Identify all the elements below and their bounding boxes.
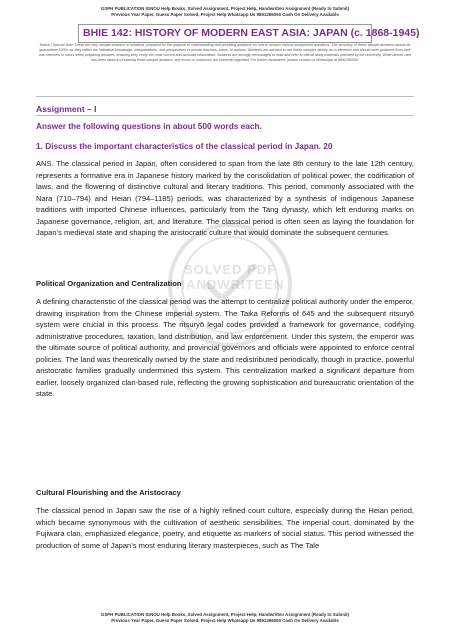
divider-assignment: [36, 115, 414, 116]
header-line-2: Previous Year Paper, Guess Paper Solved, Project Help Whatsapp Us 9891286050 Cash On Delivery Available: [111, 12, 339, 17]
watermark-text-1: SOLVED PDF: [183, 262, 277, 277]
subheading-cultural-flourishing: Cultural Flourishing and the Aristocracy: [36, 488, 181, 497]
footer-line-1: GSPH PUBLICATION IGNOU Help Books, Solved Assignment, Project Help, Handwritten Assignment (Ready to Submit): [100, 612, 350, 617]
subheading-political-organization: Political Organization and Centralization: [36, 279, 182, 288]
paragraph-2: A defining characteristic of the classical period was the attempt to centralize political authority under the emperor, drawing inspiration from the Chinese imperial system. The Taika Reforms of 645 and the subsequent ritsuryō system were crucial in this process. The ritsuryō legal codes provided a framework for governance, codifying administrative procedures, taxation, land distribution, and law enforcement. Under this system, the emperor was the ultimate source of political authority, and provincial governors and officials were appointed to enforce central policies. The land was theoretically owned by the state and redistributed periodically, though in practice, powerful aristocratic families gradually undermined this system. This centralization marked a significant departure from earlier, loosely organized clan-based rule, reflecting the growing sophistication and bureaucratic orientation of the state.: [36, 297, 414, 399]
document-title: BHIE 142: HISTORY OF MODERN EAST ASIA: JAPAN (c. 1868-1945): [78, 24, 372, 43]
page-footer: [30, 612, 420, 624]
watermark-text-2: HANDWRITEEN: [175, 277, 285, 292]
notice-text: Notice / Special Note These are only sample answers or solutions, prepared for the purpose of understanding and providing guidance on how to answer various assignment questions. The accuracy of these sample answers cannot be guaranteed 100%, as they reflect the individual knowledge, interpretations, and perspectives of private teachers, tutors, or authors. Students are advised to use these samples strictly as a reference and should seek guidance from their own teachers or tutors when preparing answers, ensuring they verify the most current and accurate information. Students are strongly encouraged to read and refer to official study materials provided by the university. While utmost care has been taken in preparing these sample answers, any errors or omissions are sincerely regretted. For further assistance, please contact us WhatsApp at 9891286050.: [38, 43, 412, 62]
paragraph-1: ANS. The classical period in Japan, often considered to span from the late 8th century to the late 12th century, represents a formative era in Japanese history marked by the consolidation of political power, the codification of laws, and the flowering of distinctive cultural and literary traditions. This period, commonly associated with the Nara (710–794) and Heian (794–1185) periods, was characterized by a synthesis of indigenous Japanese traditions with imported Chinese influences, particularly from the Tang dynasty, which left enduring marks on Japanese governance, religion, art, and literature. The classical period is often seen as laying the foundation for Japan’s medieval state and shaping the aristocratic culture that would dominate the subsequent centuries.: [36, 159, 414, 238]
page-header: [30, 6, 420, 18]
divider-top: [36, 96, 414, 97]
paragraph-3: The classical period in Japan saw the rise of a highly refined court culture, especially during the Heian period, which became synonymous with the cultivation of aesthetic sensibilities. The imperial court, dominated by the Fujiwara clan, emphasized elegance, poetry, and etiquette as markers of social status. This period witnessed the production of some of Japan’s most enduring literary masterpieces, such as The Tale: [36, 506, 414, 550]
header-line-1: GSPH PUBLICATION IGNOU Help Books, Solved Assignment, Project Help, Handwritten Assignment (Ready to Submit): [100, 6, 350, 11]
question-1: 1. Discuss the important characteristics of the classical period in Japan. 20: [36, 141, 333, 151]
footer-line-2: Previous Year Paper, Guess Paper Solved, Project Help Whatsapp Us 9891286050 Cash On Delivery Available: [111, 618, 339, 623]
instruction: Answer the following questions in about 500 words each.: [36, 121, 262, 131]
assignment-heading: Assignment – I: [36, 104, 97, 114]
